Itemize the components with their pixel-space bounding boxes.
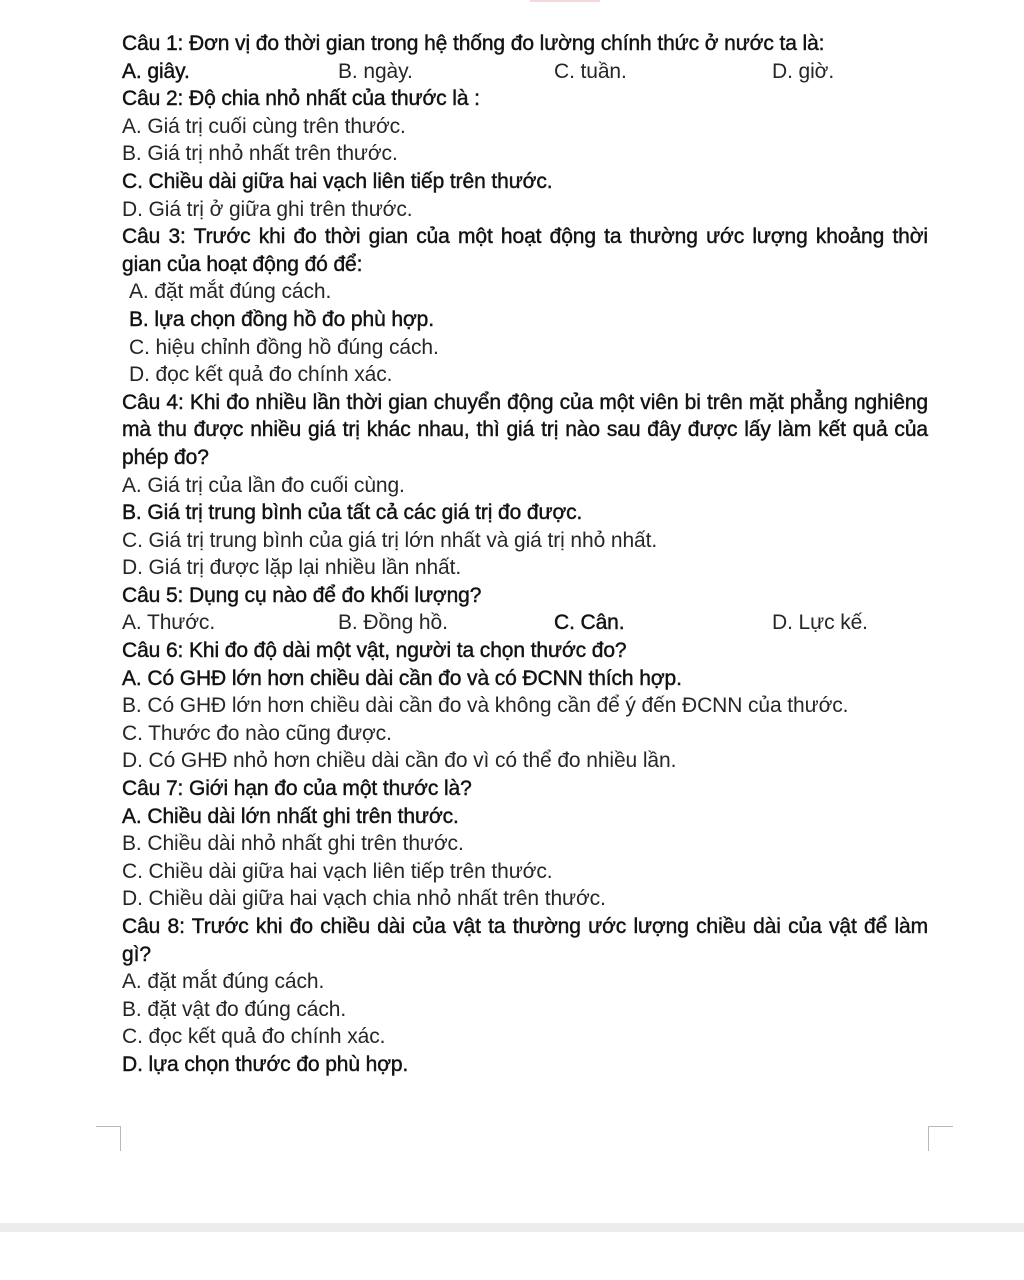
page-corner-mark-left [96,1126,121,1151]
question-7-option-d: D. Chiều dài giữa hai vạch chia nhỏ nhất trên thước. [122,887,606,911]
question-7-option-b: B. Chiều dài nhỏ nhất ghi trên thước. [122,832,464,856]
question-8-option-c: C. đọc kết quả đo chính xác. [122,1025,386,1049]
question-3-option-c: C. hiệu chỉnh đồng hồ đúng cách. [129,335,439,359]
question-2-option-d: D. Giá trị ở giữa ghi trên thước. [122,197,413,221]
question-8-option-b: B. đặt vật đo đúng cách. [122,997,347,1021]
question-4: Câu 4: Khi đo nhiều lần thời gian chuyển động của một viên bi trên mặt phẳng nghiêng mà thu được nhiều giá trị khác nhau, thì giá trị nào sau đây được lấy làm kết quả của phép đo? [122,390,928,469]
question-5-options [122,609,928,637]
question-1-options [122,58,928,86]
question-6-option-c: C. Thước đo nào cũng được. [122,721,392,745]
question-8-option-d: D. lựa chọn thước đo phù hợp. [122,1052,409,1076]
page-separator-bar [0,1223,1024,1232]
question-8-option-a: A. đặt mắt đúng cách. [122,970,325,994]
question-4-option-b: B. Giá trị trung bình của tất cả các giá trị đo được. [122,501,583,525]
question-7: Câu 7: Giới hạn đo của một thước là? [122,777,472,801]
question-6: Câu 6: Khi đo độ dài một vật, người ta chọn thước đo? [122,639,627,663]
question-6-option-b: B. Có GHĐ lớn hơn chiều dài cần đo và không cần để ý đến ĐCNN của thước. [122,694,849,718]
question-3-option-d: D. đọc kết quả đo chính xác. [129,363,393,387]
question-7-option-a: A. Chiều dài lớn nhất ghi trên thước. [122,804,459,828]
question-8: Câu 8: Trước khi đo chiều dài của vật ta thường ước lượng chiều dài của vật để làm gì? [122,915,928,966]
question-2-option-a: A. Giá trị cuối cùng trên thước. [122,114,406,138]
question-5: Câu 5: Dụng cụ nào để đo khối lượng? [122,583,482,607]
question-3-option-a: A. đặt mắt đúng cách. [129,280,332,304]
question-6-option-d: D. Có GHĐ nhỏ hơn chiều dài cần đo vì có thể đo nhiều lần. [122,749,677,773]
question-5-option-b: B. Đồng hồ. [338,611,448,635]
question-4-option-c: C. Giá trị trung bình của giá trị lớn nhất và giá trị nhỏ nhất. [122,528,658,552]
question-1-option-d: D. giờ. [772,59,835,83]
top-edge-strip [530,0,600,2]
question-6-option-a: A. Có GHĐ lớn hơn chiều dài cần đo và có ĐCNN thích hợp. [122,666,682,690]
question-3: Câu 3: Trước khi đo thời gian của một hoạt động ta thường ước lượng khoảng thời gian của hoạt động đó để: [122,225,928,276]
question-2: Câu 2: Độ chia nhỏ nhất của thước là : [122,87,480,111]
question-4-option-d: D. Giá trị được lặp lại nhiều lần nhất. [122,556,462,580]
question-7-option-c: C. Chiều dài giữa hai vạch liên tiếp trên thước. [122,859,553,883]
page-corner-mark-right [928,1126,953,1151]
question-1: Câu 1: Đơn vị đo thời gian trong hệ thống đo lường chính thức ở nước ta là: [122,32,825,55]
question-1-option-b: B. ngày. [338,59,413,83]
question-4-option-a: A. Giá trị của lần đo cuối cùng. [122,473,405,497]
document-page [122,30,928,1079]
question-5-option-d: D. Lực kế. [772,611,868,635]
question-5-option-c: C. Cân. [554,611,625,635]
question-2-option-b: B. Giá trị nhỏ nhất trên thước. [122,142,398,166]
question-1-option-c: C. tuần. [554,59,627,83]
question-5-option-a: A. Thước. [122,611,216,635]
question-3-option-b: B. lựa chọn đồng hồ đo phù hợp. [129,307,434,331]
question-1-option-a: A. giây. [122,59,190,83]
question-2-option-c: C. Chiều dài giữa hai vạch liên tiếp trên thước. [122,169,553,193]
